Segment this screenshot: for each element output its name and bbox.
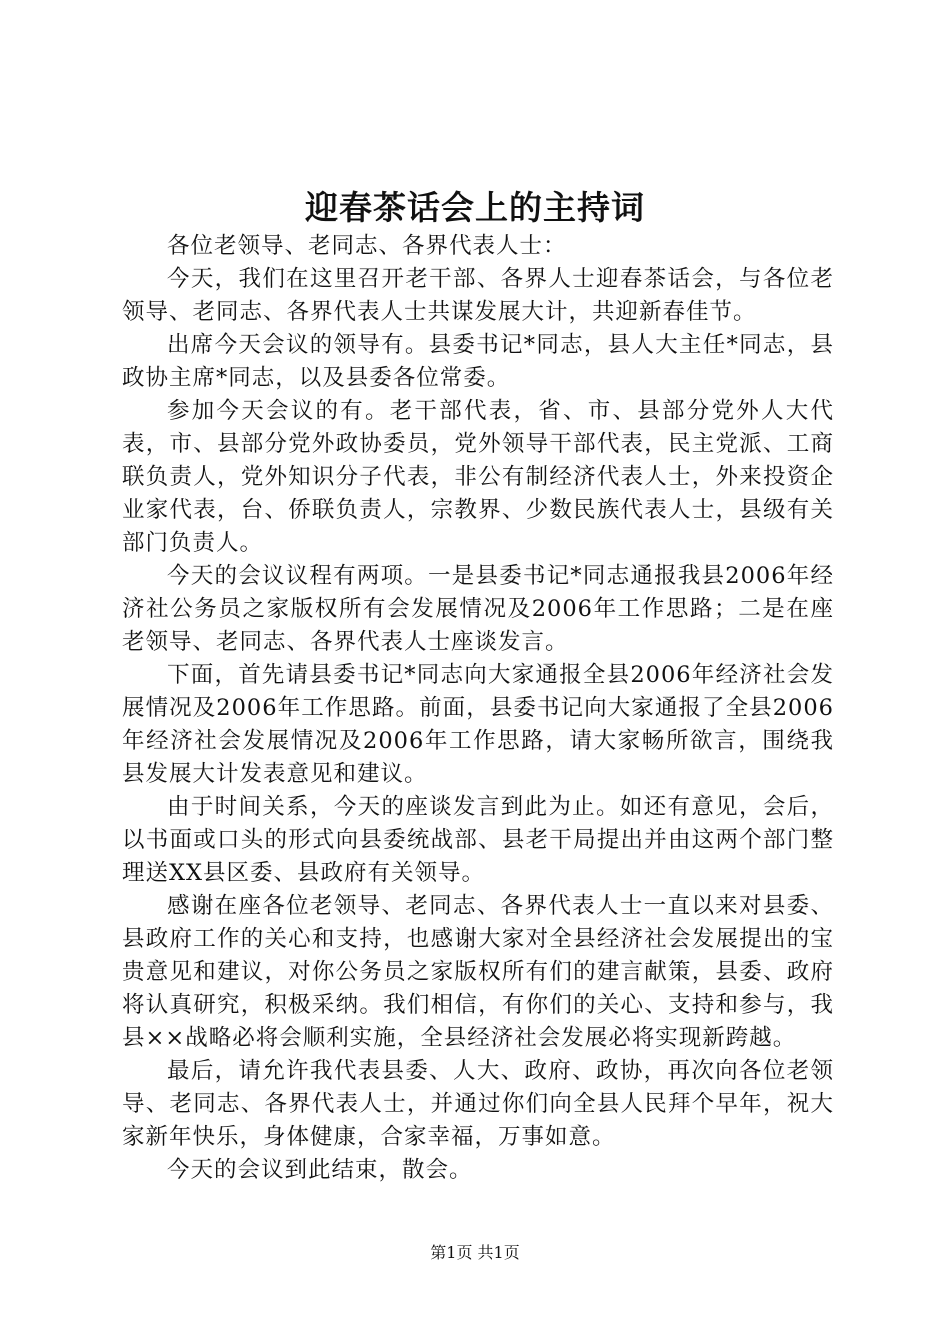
document-body (122, 230, 834, 1187)
paragraph-attending-leaders: 出席今天会议的领导有。县委书记*同志，县人大主任*同志，县政协主席*同志，以及县委各位常委。 (122, 332, 834, 391)
paragraph-closing: 今天的会议到此结束，散会。 (167, 1157, 473, 1183)
document-title: 迎春茶话会上的主持词 (305, 188, 645, 227)
paragraph-greetings: 最后，请允许我代表县委、人大、政府、政协，再次向各位老领导、老同志、各界代表人士，并通过你们向全县人民拜个早年，祝大家新年快乐，身体健康，合家幸福，万事如意。 (122, 1058, 834, 1150)
paragraph-participants: 参加今天会议的有。老干部代表，省、市、县部分党外人大代表，市、县部分党外政协委员，党外领导干部代表，民主党派、工商联负责人，党外知识分子代表，非公有制经济代表人士，外来投资企业家代表，台、侨联负责人，宗教界、少数民族代表人士，县级有关部门负责人。 (122, 398, 834, 556)
paragraph-time-limit: 由于时间关系，今天的座谈发言到此为止。如还有意见，会后，以书面或口头的形式向县委统战部、县老干局提出并由这两个部门整理送XX县区委、县政府有关领导。 (122, 794, 834, 886)
paragraph-report: 下面，首先请县委书记*同志向大家通报全县2006年经济社会发展情况及2006年工作思路。前面，县委书记向大家通报了全县2006年经济社会发展情况及2006年工作思路，请大家畅所欲言，围绕我县发展大计发表意见和建议。 (122, 662, 834, 787)
paragraph-salutation: 各位老领导、老同志、各界代表人士： (167, 233, 567, 259)
paragraph-thanks: 感谢在座各位老领导、老同志、各界代表人士一直以来对县委、县政府工作的关心和支持，也感谢大家对全县经济社会发展提出的宝贵意见和建议，对你公务员之家版权所有们的建言献策，县委、政府将认真研究，积极采纳。我们相信，有你们的关心、支持和参与，我县××战略必将会顺利实施，全县经济社会发展必将实现新跨越。 (122, 893, 834, 1051)
paragraph-opening: 今天，我们在这里召开老干部、各界人士迎春茶话会，与各位老领导、老同志、各界代表人士共谋发展大计，共迎新春佳节。 (122, 266, 834, 325)
paragraph-agenda: 今天的会议议程有两项。一是县委书记*同志通报我县2006年经济社公务员之家版权所有会发展情况及2006年工作思路；二是在座老领导、老同志、各界代表人士座谈发言。 (122, 563, 834, 655)
page-footer: 第1页 共1页 (430, 1243, 520, 1262)
